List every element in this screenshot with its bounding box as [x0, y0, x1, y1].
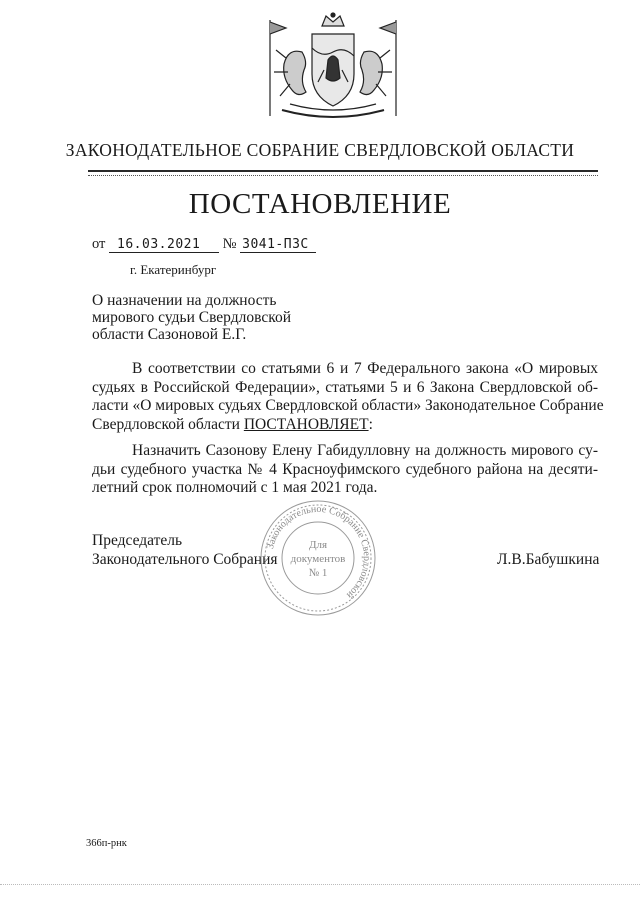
body-line: [92, 416, 598, 435]
stamp-ring-text: Законодательное Собрание Свердловской: [264, 503, 373, 601]
document-body: [92, 360, 604, 498]
number-label: №: [222, 236, 237, 252]
body-line: Назначить Сазонову Елену Габидулловну на должность мирового су-: [132, 442, 598, 459]
resolves-keyword: ПОСТАНОВЛЯЕТ: [243, 415, 369, 433]
body-line: ласти «О мировых судьях Свердловской области» Законодательное Собрание: [92, 397, 604, 414]
signer-position-line: Председатель: [92, 532, 183, 549]
body-text: Свердловской области: [92, 415, 244, 433]
signer-position: [92, 532, 278, 569]
header-divider-dotted: [88, 175, 598, 176]
document-type-title: ПОСТАНОВЛЕНИЕ: [188, 188, 452, 220]
registration-line: [92, 236, 316, 253]
stamp-center-line: документов: [290, 553, 346, 565]
signer-name: Л.В.Бабушкина: [497, 551, 600, 568]
signer-position-line: Законодательного Собрания: [92, 550, 278, 568]
body-text: :: [368, 415, 373, 433]
document-date: 16.03.2021: [109, 237, 219, 253]
official-seal-stamp: [258, 498, 378, 618]
stamp-center-line: Для: [308, 539, 328, 551]
body-line: летний срок полномочий с 1 мая 2021 года.: [92, 479, 378, 496]
stamp-center-line: № 1: [308, 567, 328, 579]
document-subject: [92, 292, 352, 343]
footer-registration-code: 366п-рнк: [86, 838, 127, 849]
subject-line: области Сазоновой Е.Г.: [92, 326, 247, 343]
subject-line: мирового судьи Свердловской: [92, 309, 291, 326]
date-prefix: от: [92, 236, 106, 252]
body-line: дьи судебного участка № 4 Красноуфимского судебного района на десяти-: [92, 460, 598, 478]
organization-name: ЗАКОНОДАТЕЛЬНОЕ СОБРАНИЕ СВЕРДЛОВСКОЙ ОБЛАСТИ: [65, 140, 575, 160]
body-line: судьях в Российской Федерации», статьями 5 и 6 Закона Свердловской об-: [92, 378, 598, 396]
scan-edge-line: [0, 884, 640, 885]
subject-line: О назначении на должность: [92, 292, 277, 309]
header-divider-line: [88, 170, 598, 172]
document-number: 3041-ПЗС: [240, 237, 316, 253]
city-name: г. Екатеринбург: [130, 262, 217, 277]
coat-of-arms-emblem: [262, 12, 404, 124]
body-line: В соответствии со статьями 6 и 7 Федерального закона «О мировых: [132, 360, 598, 377]
